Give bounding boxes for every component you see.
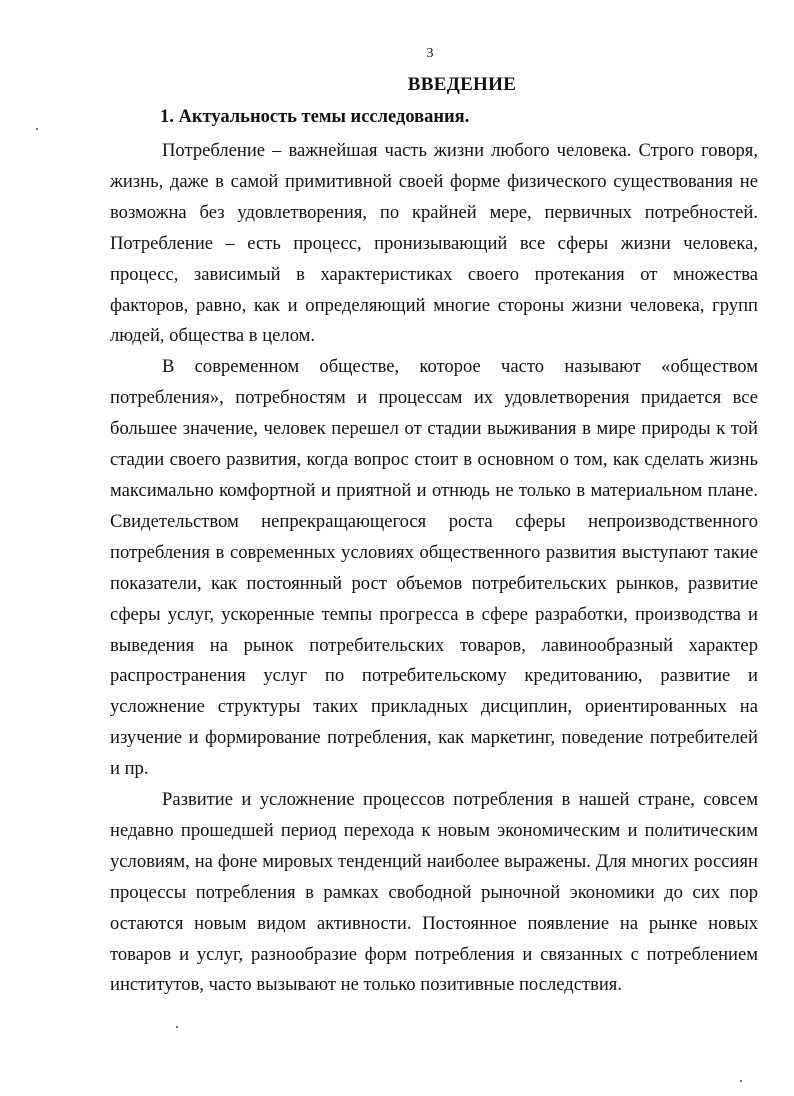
scan-speck [176, 1026, 178, 1028]
scan-speck [36, 128, 38, 130]
page-title: ВВЕДЕНИЕ [407, 74, 517, 95]
page-number: 3 [426, 46, 434, 61]
scan-speck [740, 1080, 742, 1082]
paragraph-1: Потребление – важнейшая часть жизни любого человека. Строго говоря, жизнь, даже в самой примитивной своей форме физического существования не возможна без удовлетворения, по крайней мере, первичных потребностей. Потребление – есть процесс, пронизывающий все сферы жизни человека, процесс, зависимый в характеристиках своего протекания от множества факторов, равно, как и определяющий многие стороны жизни человека, групп людей, общества в целом. [110, 140, 758, 347]
body-text [110, 136, 758, 1001]
paragraph-3: Развитие и усложнение процессов потребления в нашей стране, совсем недавно прошедшей период перехода к новым экономическим и политическим условиям, на фоне мировых тенденций наиболее выражены. Для многих россиян процессы потребления в рамках свободной рыночной экономики до сих пор остаются новым видом активности. Постоянное появление на рынке новых товаров и услуг, разнообразие форм потребления и связанных с потреблением институтов, часто вызывают не только позитивные последствия. [110, 789, 758, 996]
paragraph-2: В современном обществе, которое часто называют «обществом потребления», потребностям и процессам их удовлетворения придается все большее значение, человек перешел от стадии выживания в мире природы к той стадии своего развития, когда вопрос стоит в основном о том, как сделать жизнь максимально комфортной и приятной и отнюдь не только в материальном плане. Свидетельством непрекращающегося роста сферы непроизводственного потребления в современных условиях общественного развития выступают такие показатели, как постоянный рост объемов потребительских рынков, развитие сферы услуг, ускоренные темпы прогресса в сфере разработки, производства и выведения на рынок потребительских товаров, лавинообразный характер распространения услуг по потребительскому кредитованию, развитие и усложнение структуры таких прикладных дисциплин, ориентированных на изучение и формирование потребления, как маркетинг, поведение потребителей и пр. [110, 356, 758, 780]
section-heading: 1. Актуальность темы исследования. [160, 107, 470, 127]
